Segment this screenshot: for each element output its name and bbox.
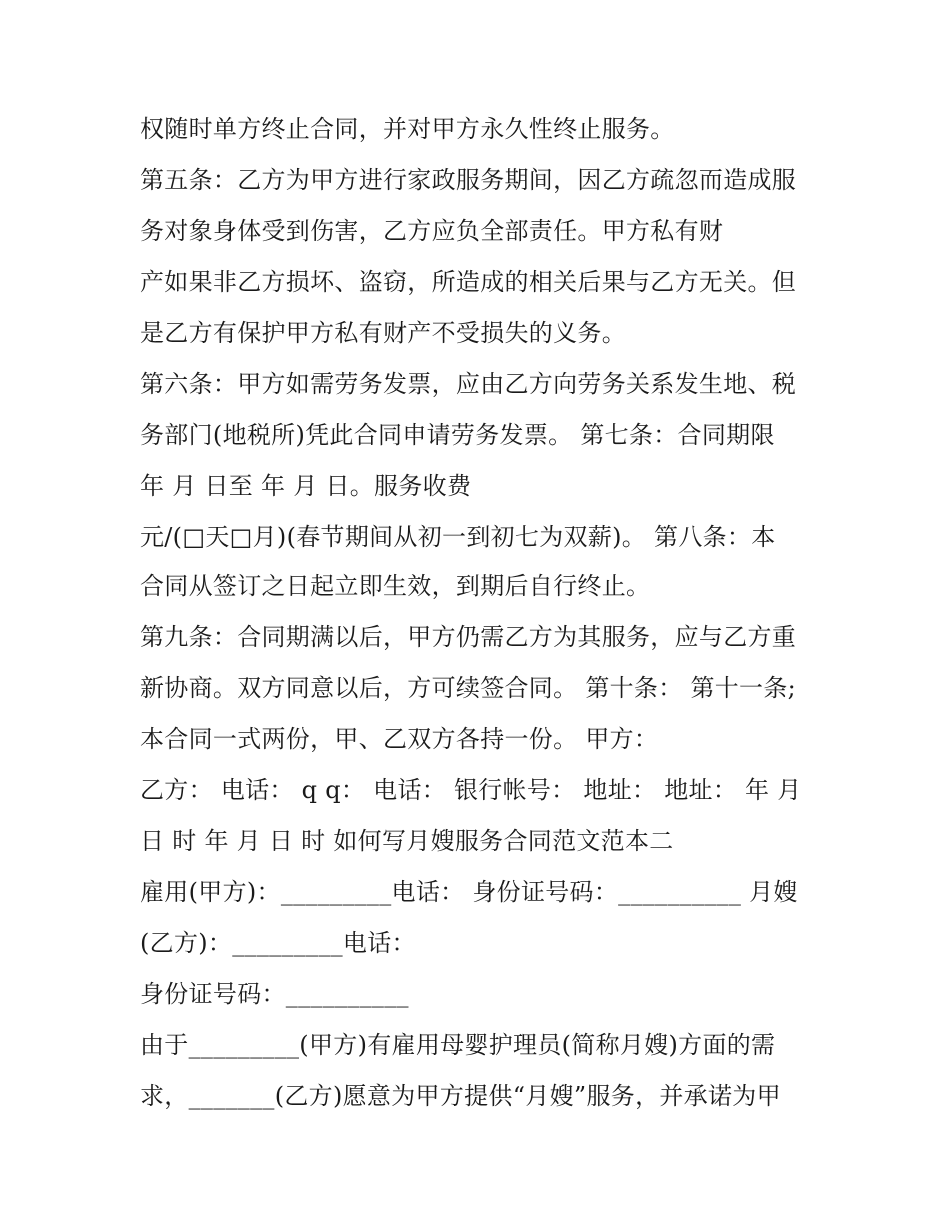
text-line: 求，_______(乙方)愿意为甲方提供“月嫂”服务，并承诺为甲 [140, 1082, 781, 1110]
text-line: 日 时 年 月 日 时 如何写月嫂服务合同范文范本二 [140, 827, 674, 855]
text-line: 第六条：甲方如需劳务发票，应由乙方向劳务关系发生地、税 [140, 370, 797, 398]
text-line: 身份证号码：__________ [140, 980, 409, 1008]
text-line: 务部门(地税所)凭此合同申请劳务发票。 第七条：合同期限 [140, 421, 775, 449]
text-line: 新协商。双方同意以后，方可续签合同。 第十条： 第十一条; [140, 674, 797, 702]
text-line: 雇用(甲方)：_________电话： 身份证号码：__________ 月嫂 [140, 878, 798, 906]
text-line: 是乙方有保护甲方私有财产不受损失的义务。 [140, 319, 626, 347]
text-line: 由于_________(甲方)有雇用母婴护理员(简称月嫂)方面的需 [140, 1031, 776, 1059]
text-line: 合同从签订之日起立即生效，到期后自行终止。 [140, 572, 651, 600]
text-line: 本合同一式两份，甲、乙双方各持一份。 甲方： [140, 725, 659, 753]
text-line: 元/(□天□月)(春节期间从初一到初七为双薪)。 第八条：本 [140, 523, 776, 551]
text-line: 乙方： 电话： q q： 电话： 银行帐号： 地址： 地址： 年 月 [140, 776, 802, 804]
text-line: 年 月 日至 年 月 日。服务收费 [140, 472, 472, 500]
text-line: (乙方)：_________电话： [140, 929, 416, 957]
text-line: 产如果非乙方损坏、盗窃，所造成的相关后果与乙方无关。但 [140, 268, 797, 296]
text-line: 权随时单方终止合同，并对甲方永久性终止服务。 [140, 115, 675, 143]
text-line: 务对象身体受到伤害，乙方应负全部责任。甲方私有财 [140, 217, 724, 245]
text-line: 第九条：合同期满以后，甲方仍需乙方为其服务，应与乙方重 [140, 623, 797, 651]
text-line: 第五条：乙方为甲方进行家政服务期间，因乙方疏忽而造成服 [140, 166, 797, 194]
